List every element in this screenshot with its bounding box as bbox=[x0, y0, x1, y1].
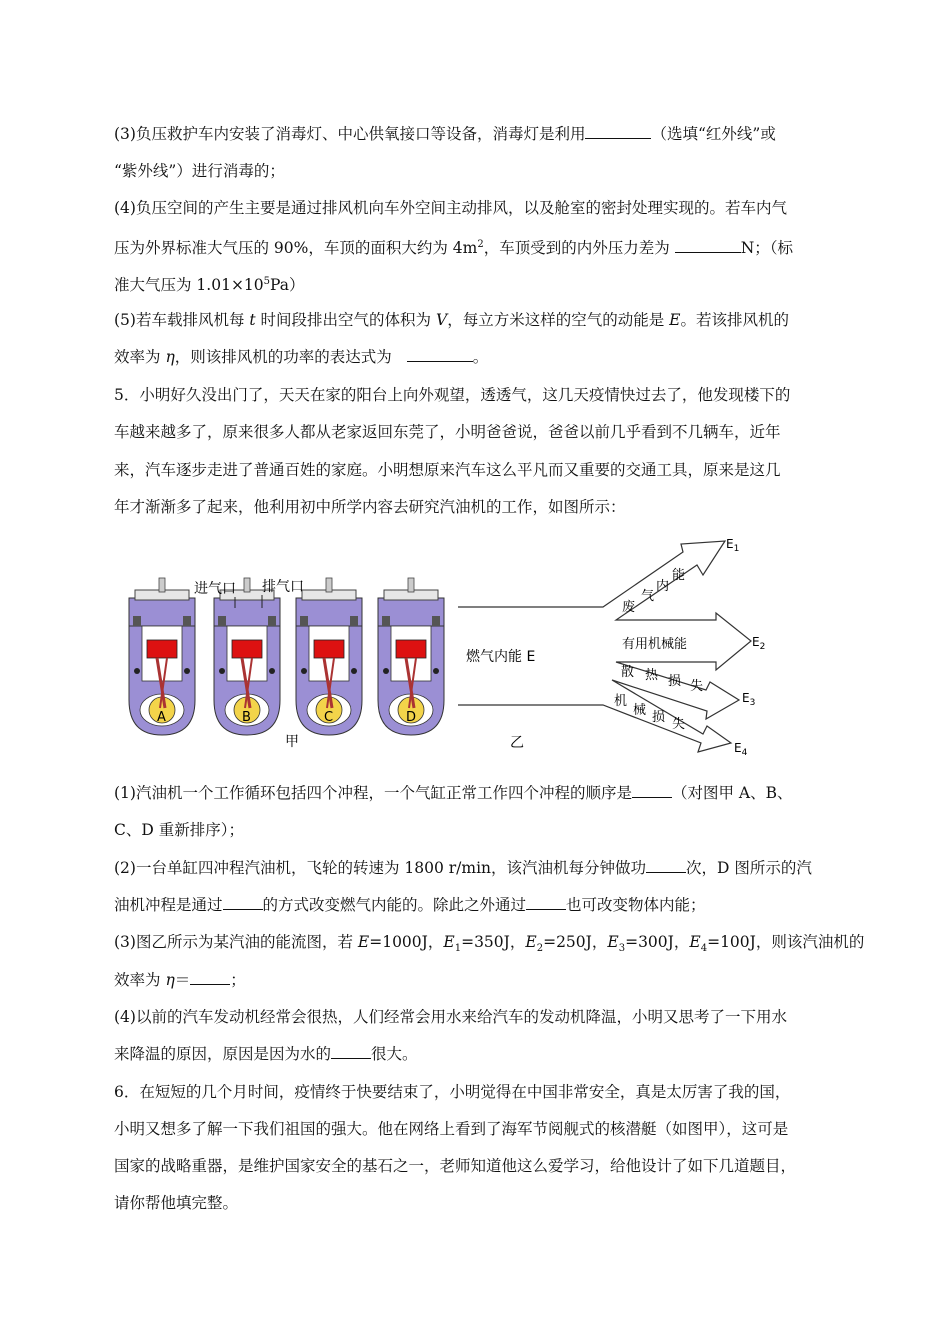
answer-blank[interactable] bbox=[646, 858, 686, 873]
answer-blank[interactable] bbox=[632, 783, 672, 798]
q4-part5-line1: (5)若车载排风机每 t 时间段排出空气的体积为 V，每立方米这样的空气的动能是 E。若该排风机的 bbox=[114, 311, 789, 329]
heat-loss-char: 热 bbox=[645, 668, 659, 683]
q5-intro-line2: 车越来越多了，原来很多人都从老家返回东莞了，小明爸爸说，爸爸以前几乎看到不几辆车，近年 bbox=[114, 423, 781, 441]
mech-loss-char: 机 bbox=[614, 694, 628, 709]
answer-blank[interactable] bbox=[407, 347, 473, 362]
engine-label-d: D bbox=[406, 710, 417, 725]
q5-part2-line1: (2)一台单缸四冲程汽油机，飞轮的转速为 1800 r/min，该汽油机每分钟做功 次，D 图所示的汽 bbox=[114, 859, 812, 877]
e1-label: $E_1$ bbox=[726, 537, 740, 554]
mech-loss-char: 失 bbox=[672, 717, 686, 732]
q4-part4-line2: 压为外界标准大气压的 90%，车顶的面积大约为 $4m^2$，车顶受到的内外压力差为 N；（标 bbox=[114, 239, 794, 258]
waste-gas-char: 废 bbox=[622, 600, 636, 615]
engine-label-a: A bbox=[157, 710, 166, 725]
e4-label: $E_4$ bbox=[734, 741, 748, 758]
q5-intro-line1: 5．小明好久没出门了，天天在家的阳台上向外观望，透透气，这几天疫情快过去了，他发现楼下的 bbox=[114, 386, 791, 404]
e3-label: $E_3$ bbox=[742, 691, 756, 708]
waste-gas-char: 内 bbox=[656, 579, 670, 594]
mech-loss-char: 械 bbox=[633, 703, 647, 718]
q4-part4-line3: 准大气压为 $1.01\times 10^5Pa$） bbox=[114, 276, 305, 295]
q5-intro-line4: 年才渐渐多了起来，他利用初中所学内容去研究汽油机的工作，如图所示： bbox=[114, 498, 626, 516]
energy-flow-diagram bbox=[458, 541, 751, 752]
q4-part5-line2: 效率为 η，则该排风机的功率的表达式为 。 bbox=[114, 348, 489, 366]
waste-gas-char: 能 bbox=[672, 568, 686, 583]
e2-label: $E_2$ bbox=[752, 635, 766, 652]
q4-part3-line1: (3)负压救护车内安装了消毒灯、中心供氧接口等设备，消毒灯是利用 （选填“红外线”或 bbox=[114, 125, 776, 143]
engine-figure bbox=[0, 530, 950, 765]
q5-intro-line3: 来，汽车逐步走进了普通百姓的家庭。小明想原来汽车这么平凡而又重要的交通工具，原来是这几 bbox=[114, 461, 781, 479]
heat-loss-char: 失 bbox=[690, 679, 704, 694]
engine-label-c: C bbox=[324, 710, 334, 725]
q6-line4: 请你帮他填完整。 bbox=[114, 1194, 239, 1212]
q5-part1-line2: C、D 重新排序）； bbox=[114, 821, 244, 839]
q5-part4-line1: (4)以前的汽车发动机经常会很热，人们经常会用水来给汽车的发动机降温，小明又思考了一下用水 bbox=[114, 1008, 787, 1026]
q6-line3: 国家的战略重器，是维护国家安全的基石之一，老师知道他这么爱学习，给他设计了如下几道题目， bbox=[114, 1157, 797, 1175]
engine-label-b: B bbox=[242, 710, 251, 725]
q5-part4-line2: 来降温的原因，原因是因为水的 很大。 bbox=[114, 1045, 418, 1063]
q5-part1-line1: (1)汽油机一个工作循环包括四个冲程，一个气缸正常工作四个冲程的顺序是 （对图甲 A、B、 bbox=[114, 784, 793, 802]
answer-blank[interactable] bbox=[190, 970, 230, 985]
answer-blank[interactable] bbox=[526, 895, 566, 910]
answer-blank[interactable] bbox=[331, 1044, 371, 1059]
answer-blank[interactable] bbox=[675, 238, 741, 253]
q6-line2: 小明又想多了解一下我们祖国的强大。他在网络上看到了海军节阅舰式的核潜艇（如图甲），这可是 bbox=[114, 1120, 789, 1138]
mech-loss-char: 损 bbox=[652, 710, 666, 725]
useful-mech-label: 有用机械能 bbox=[622, 637, 688, 652]
exhaust-label: 排气口 bbox=[262, 579, 304, 595]
caption-jia: 甲 bbox=[285, 734, 299, 750]
intake-label: 进气口 bbox=[194, 581, 236, 597]
caption-yi: 乙 bbox=[510, 735, 524, 751]
q4-part4-line1: (4)负压空间的产生主要是通过排风机向车外空间主动排风，以及舱室的密封处理实现的。若车内气 bbox=[114, 199, 787, 217]
q4-part3-line2: “紫外线”）进行消毒的； bbox=[114, 162, 285, 180]
heat-loss-char: 散 bbox=[621, 665, 635, 680]
q5-part3-line1: (3)图乙所示为某汽油的能流图，若 E=1000J，$E_1=350J$，$E_2=250J$，$E_3=300J$，$E_4=100J$，则该汽油机的 bbox=[114, 933, 865, 955]
heat-loss-char: 损 bbox=[668, 674, 682, 689]
q6-line1: 6．在短短的几个月时间，疫情终于快要结束了，小明觉得在中国非常安全，真是太厉害了我的国， bbox=[114, 1083, 791, 1101]
q5-part2-line2: 油机冲程是通过 的方式改变燃气内能的。除此之外通过 也可改变物体内能； bbox=[114, 896, 706, 914]
answer-blank[interactable] bbox=[223, 895, 263, 910]
q5-part3-line2: 效率为 η＝ ； bbox=[114, 971, 246, 989]
waste-gas-char: 气 bbox=[641, 589, 655, 604]
energy-input-label: 燃气内能 E bbox=[466, 649, 536, 665]
answer-blank[interactable] bbox=[585, 124, 651, 139]
